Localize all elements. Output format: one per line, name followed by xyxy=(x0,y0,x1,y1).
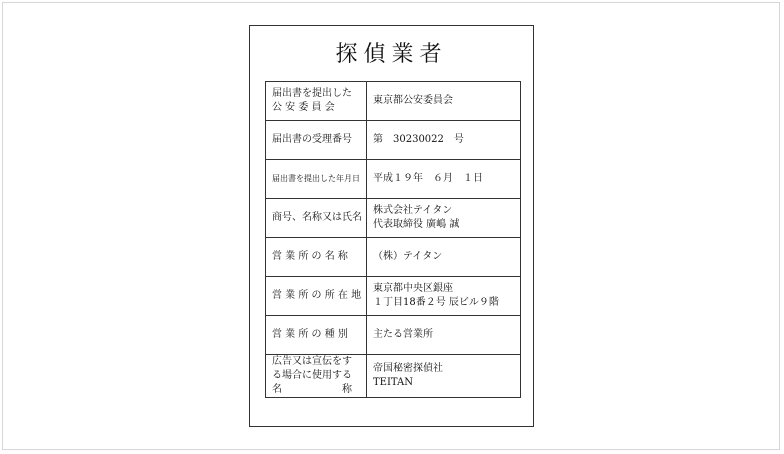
row-label xyxy=(266,199,367,238)
row-value xyxy=(367,160,521,199)
label-line: 名 称 xyxy=(272,384,352,395)
table-row xyxy=(266,121,521,160)
value-line: 平成１９年 ６月 １日 xyxy=(373,173,483,184)
label-line: 広告又は宣伝をす xyxy=(272,356,352,367)
certificate-title: 探偵業者 xyxy=(335,42,448,67)
value-line: 代表取締役 廣嶋 誠 xyxy=(373,219,460,230)
row-label xyxy=(266,316,367,355)
row-label xyxy=(266,238,367,277)
value-line: １丁目18番２号 辰ビル９階 xyxy=(373,297,499,308)
registration-table xyxy=(265,81,521,398)
label-line: 営 業 所 の 種 別 xyxy=(272,329,348,340)
label-line: 商号、名称又は氏名 xyxy=(272,212,362,223)
row-value xyxy=(367,355,521,398)
value-line: （株）テイタン xyxy=(373,251,443,262)
row-value xyxy=(367,238,521,277)
row-label xyxy=(266,82,367,121)
row-value xyxy=(367,199,521,238)
label-line: 届出書を提出した xyxy=(272,88,352,99)
table-row xyxy=(266,160,521,199)
table-row xyxy=(266,316,521,355)
value-line: 主たる営業所 xyxy=(373,329,433,340)
row-label xyxy=(266,121,367,160)
value-line: 東京都公安委員会 xyxy=(373,95,453,106)
label-line: る場合に使用する xyxy=(272,370,352,381)
table-row xyxy=(266,199,521,238)
row-label xyxy=(266,355,367,398)
label-line: 営 業 所 の 名 称 xyxy=(272,251,348,262)
value-line: TEITAN xyxy=(373,377,414,388)
table-row xyxy=(266,82,521,121)
table-row xyxy=(266,277,521,316)
table-row xyxy=(266,238,521,277)
row-label xyxy=(266,277,367,316)
row-label xyxy=(266,160,367,199)
label-line: 公 安 委 員 会 xyxy=(272,102,335,113)
label-line: 届出書の受理番号 xyxy=(272,134,352,145)
value-line: 第 30230022 号 xyxy=(373,134,464,145)
value-line: 帝国秘密探偵社 xyxy=(373,363,443,374)
label-line: 届出書を提出した年月日 xyxy=(272,174,360,183)
row-value xyxy=(367,121,521,160)
row-value xyxy=(367,277,521,316)
value-line: 株式会社テイタン xyxy=(373,205,453,216)
row-value xyxy=(367,82,521,121)
value-line: 東京都中央区銀座 xyxy=(373,283,453,294)
row-value xyxy=(367,316,521,355)
detective-business-certificate xyxy=(249,25,534,427)
table-row xyxy=(266,355,521,398)
label-line: 営 業 所 の 所 在 地 xyxy=(272,290,362,301)
